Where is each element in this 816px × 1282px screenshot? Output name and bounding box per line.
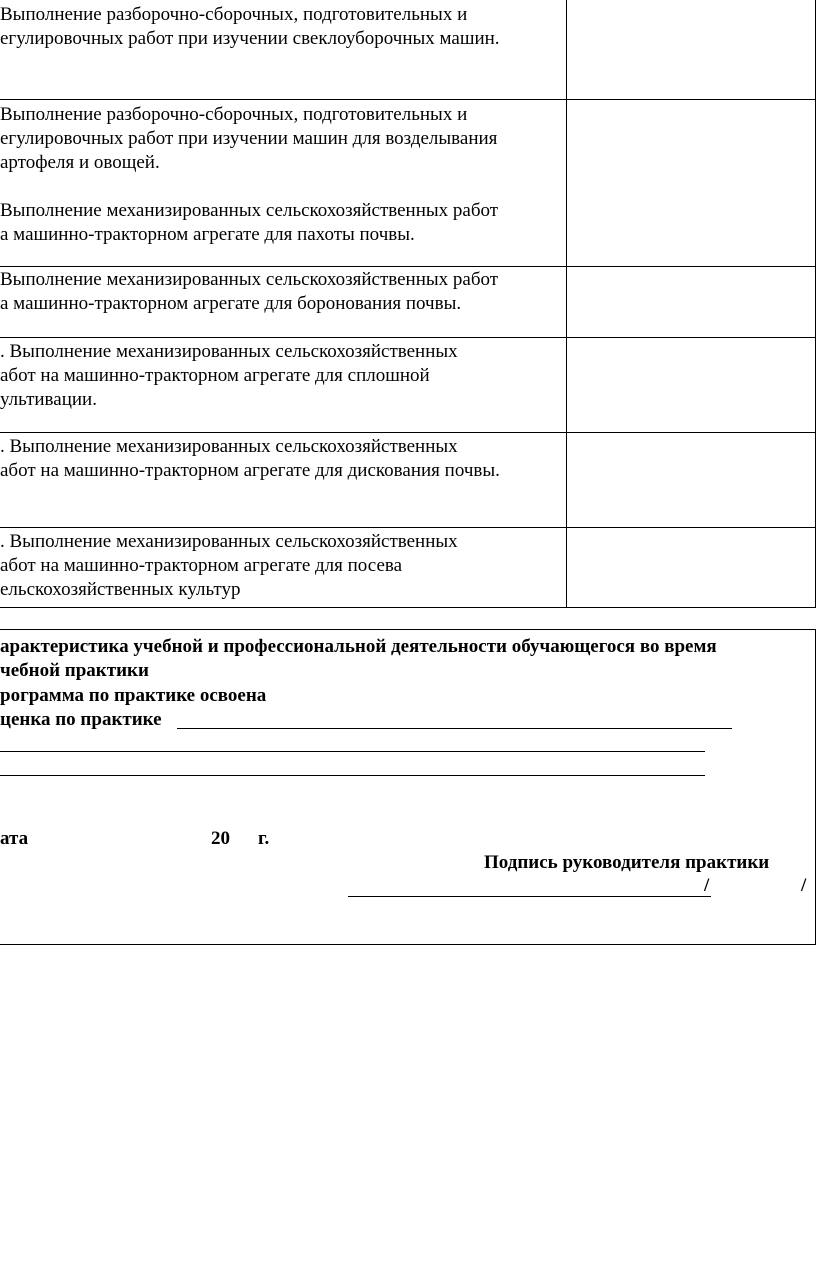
table-row: [0, 530, 458, 602]
signature-slash: /: [801, 875, 807, 896]
heading-line: арактеристика учебной и профессиональной деятельности обучающегося во время: [0, 636, 717, 657]
table-row-divider: [0, 432, 816, 433]
table-row-divider: [0, 99, 816, 100]
table-row: [0, 3, 500, 51]
cell-line: артофеля и овощей.: [0, 152, 160, 173]
date-label: ата: [0, 828, 29, 849]
signature-label: Подпись руководителя практики: [484, 852, 770, 873]
cell-line: а машинно-тракторном агрегате для боронования почвы.: [0, 293, 462, 314]
table-row-divider: [0, 527, 816, 528]
box-bottom-border: [0, 944, 816, 945]
cell-line: Выполнение механизированных сельскохозяйственных работ: [0, 269, 499, 290]
grade-underline: [177, 728, 732, 729]
cell-line: абот на машинно-тракторном агрегате для дискования почвы.: [0, 460, 500, 481]
box-top-border: [0, 629, 816, 630]
cell-line: ельскохозяйственных культур: [0, 579, 241, 600]
signature-slash: /: [704, 875, 710, 896]
signature-underline: [348, 896, 711, 897]
heading-line: чебной практики: [0, 660, 149, 681]
table-row-divider: [0, 337, 816, 338]
table-row: [0, 268, 498, 316]
table-row-divider: [0, 266, 816, 267]
table-column-divider: [566, 0, 567, 608]
cell-line: . Выполнение механизированных сельскохозяйственных: [0, 531, 458, 552]
cell-line: Выполнение разборочно-сборочных, подготовительных и: [0, 104, 468, 125]
year-prefix: 20: [211, 828, 230, 849]
characteristic-heading: [0, 635, 717, 683]
blank-underline: [0, 751, 705, 752]
cell-line: абот на машинно-тракторном агрегате для сплошной: [0, 365, 430, 386]
cell-line: егулировочных работ при изучении свеклоуборочных машин.: [0, 28, 500, 49]
year-suffix: г.: [258, 828, 270, 849]
program-status: рограмма по практике освоена: [0, 685, 267, 706]
table-row: [0, 340, 458, 412]
cell-line: Выполнение разборочно-сборочных, подготовительных и: [0, 4, 468, 25]
cell-line: егулировочных работ при изучении машин для возделывания: [0, 128, 498, 149]
table-row: [0, 435, 500, 483]
table-bottom-border: [0, 607, 816, 608]
cell-line: . Выполнение механизированных сельскохозяйственных: [0, 341, 458, 362]
grade-label: ценка по практике: [0, 709, 162, 730]
table-row: [0, 103, 498, 247]
cell-line: абот на машинно-тракторном агрегате для посева: [0, 555, 403, 576]
cell-line: ультивации.: [0, 389, 97, 410]
cell-line: [0, 175, 498, 199]
cell-line: . Выполнение механизированных сельскохозяйственных: [0, 436, 458, 457]
cell-line: а машинно-тракторном агрегате для пахоты почвы.: [0, 224, 415, 245]
blank-underline: [0, 775, 705, 776]
cell-line: Выполнение механизированных сельскохозяйственных работ: [0, 200, 499, 221]
